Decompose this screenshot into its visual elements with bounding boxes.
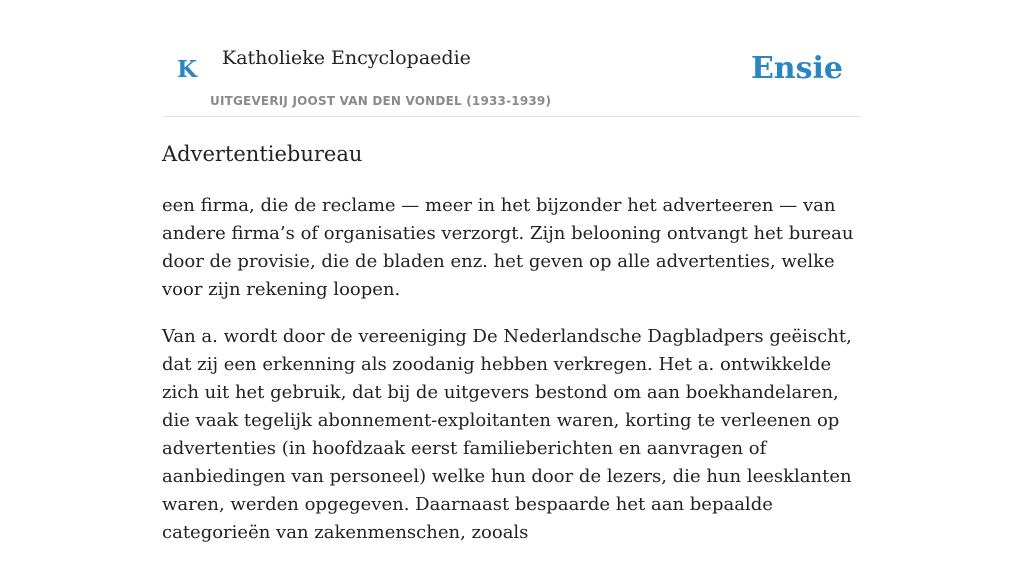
publisher-subtitle: UITGEVERIJ JOOST VAN DEN VONDEL (1933-1939) [210, 94, 552, 108]
site-header [162, 0, 862, 117]
site-title[interactable]: Katholieke Encyclopaedie [222, 47, 471, 69]
article-title: Advertentiebureau [162, 142, 363, 166]
article-body [162, 192, 862, 566]
logo-k-icon[interactable]: K [177, 56, 197, 83]
article-paragraph: Van a. wordt door de vereeniging De Nederlandsche Dagbladpers geëischt, dat zij een erkenning als zoodanig hebben verkregen. Het a. ontwikkelde zich uit het gebruik, dat bij de uitgevers bestond om aan boekhandelaren, die vaak tegelijk abonnement-exploitanten waren, korting te verleenen op advertenties (in hoofdzaak eerst familieberichten en aanvragen of aanbiedingen van personeel) welke hun door de lezers, die hun leesklanten waren, werden opgegeven. Daarnaast bespaarde het aan bepaalde categorieën van zakenmenschen, zooals [162, 326, 852, 543]
ensie-brand-link[interactable]: Ensie [750, 51, 843, 86]
article-paragraph: een firma, die de reclame — meer in het bijzonder het adverteeren — van andere firma’s of organisaties verzorgt. Zijn belooning ontvangt het bureau door de provisie, die de bladen enz. het geven op alle advertenties, welke voor zijn rekening loopen. [162, 195, 854, 300]
page [162, 0, 862, 543]
